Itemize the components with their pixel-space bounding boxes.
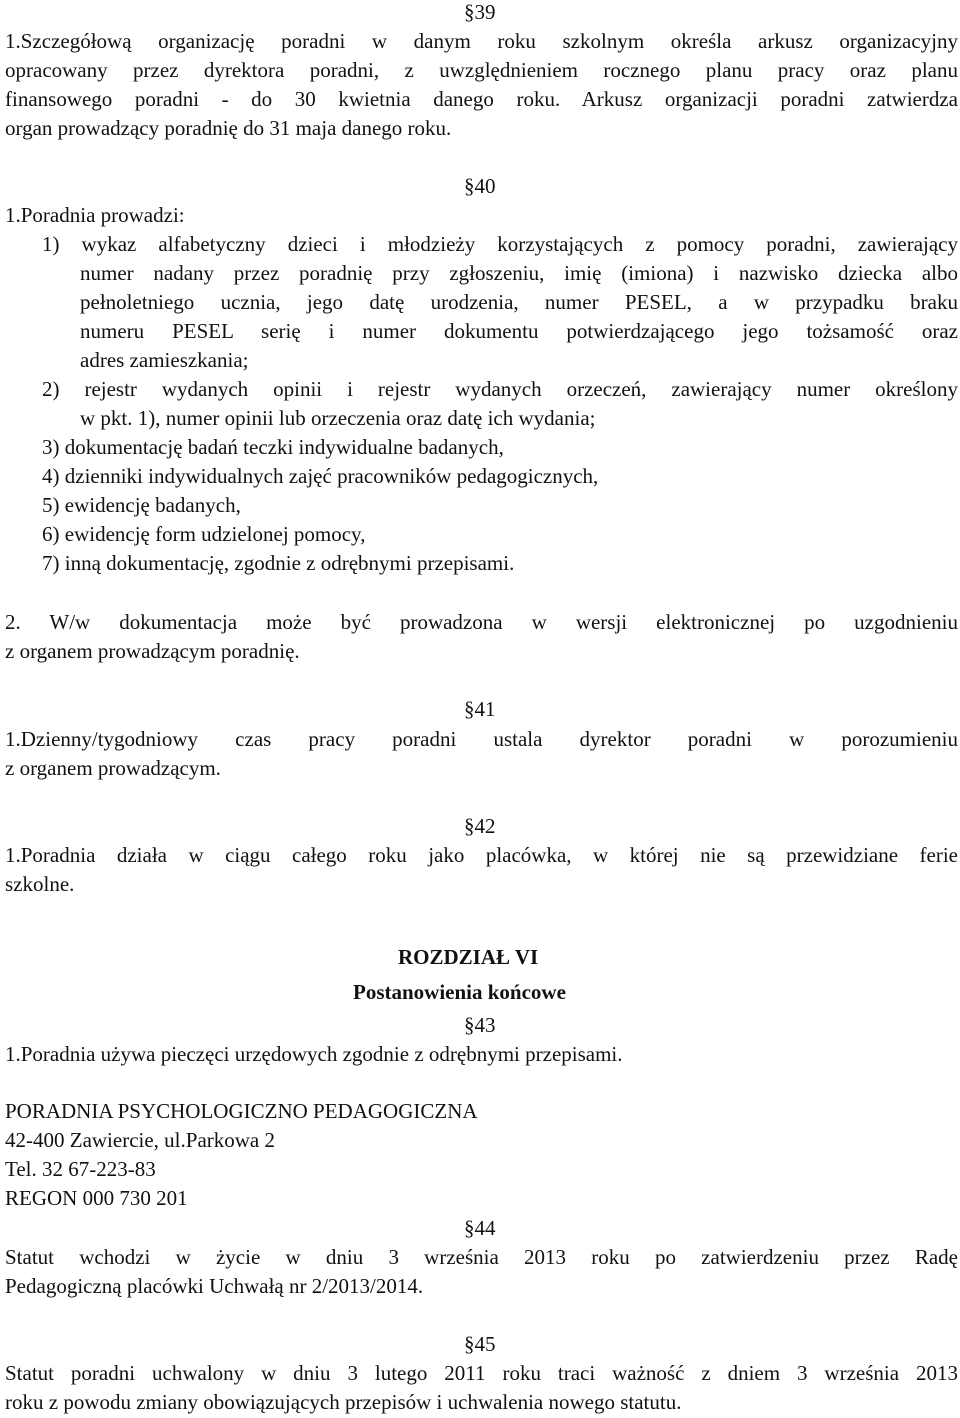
s43-text: 1.Poradnia używa pieczęci urzędowych zgodnie z odrębnymi przepisami. [5,1042,623,1066]
stamp-regon: REGON 000 730 201 [5,1186,188,1210]
s40-item1-line: pełnoletniego ucznia, jego datę urodzenia, numer PESEL, a w przypadku braku [80,290,958,314]
s40-item-3: 3) dokumentację badań teczki indywidualne badanych, [42,435,504,459]
s40-item1-line: 1) wykaz alfabetyczny dzieci i młodzieży korzystających z pomocy poradni, zawierający [42,232,958,256]
s40-intro: 1.Poradnia prowadzi: [5,203,185,227]
s40-item-6: 6) ewidencję form udzielonej pomocy, [42,522,366,546]
s40-item2-line: 2) rejestr wydanych opinii i rejestr wydanych orzeczeń, zawierający numer określony [42,377,958,401]
stamp-phone: Tel. 32 67-223-83 [5,1157,156,1181]
stamp-name: PORADNIA PSYCHOLOGICZNO PEDAGOGICZNA [5,1099,478,1123]
section-41-heading: §41 [464,697,496,721]
s44-line: Statut wchodzi w życie w dniu 3 września 2013 roku po zatwierdzeniu przez Radę [5,1245,958,1269]
section-44-heading: §44 [464,1216,496,1240]
s42-line: szkolne. [5,872,75,896]
s40-item-5: 5) ewidencję badanych, [42,493,241,517]
s39-line: opracowany przez dyrektora poradni, z uwzględnieniem rocznego planu pracy oraz planu [5,58,958,82]
section-43-heading: §43 [464,1013,496,1037]
section-45-heading: §45 [464,1332,496,1356]
section-42-heading: §42 [464,814,496,838]
s40-item1-line: adres zamieszkania; [80,348,249,372]
s41-line: 1.Dzienny/tygodniowy czas pracy poradni ustala dyrektor poradni w porozumieniu [5,727,958,751]
stamp-address: 42-400 Zawiercie, ul.Parkowa 2 [5,1128,275,1152]
s39-line: 1.Szczegółową organizację poradni w danym roku szkolnym określa arkusz organizacyjny [5,29,958,53]
s39-line: organ prowadzący poradnię do 31 maja danego roku. [5,116,452,140]
s39-line: finansowego poradni - do 30 kwietnia danego roku. Arkusz organizacji poradni zatwierdza [5,87,958,111]
s42-line: 1.Poradnia działa w ciągu całego roku jako placówka, w której nie są przewidziane ferie [5,843,958,867]
section-39-heading: §39 [464,0,496,24]
section-40-heading: §40 [464,174,496,198]
s41-line: z organem prowadzącym. [5,756,221,780]
s40-item1-line: numer nadany przez poradnię przy zgłoszeniu, imię (imiona) i nazwisko dziecka albo [80,261,958,285]
s45-line: Statut poradni uchwalony w dniu 3 lutego 2011 roku traci ważność z dniem 3 września 2013 [5,1361,958,1385]
s45-line: roku z powodu zmiany obowiązujących przepisów i uchwalenia nowego statutu. [5,1390,682,1414]
s40-item-4: 4) dzienniki indywidualnych zajęć pracowników pedagogicznych, [42,464,599,488]
s40-item2-line: w pkt. 1), numer opinii lub orzeczenia oraz datę ich wydania; [80,406,596,430]
chapter-subtitle: Postanowienia końcowe [353,980,566,1004]
s40-point2-line: z organem prowadzącym poradnię. [5,639,300,663]
s44-line: Pedagogiczną placówki Uchwałą nr 2/2013/2014. [5,1274,424,1298]
s40-item1-line: numeru PESEL serię i numer dokumentu potwierdzającego jego tożsamość oraz [80,319,958,343]
s40-point2-line: 2. W/w dokumentacja może być prowadzona w wersji elektronicznej po uzgodnieniu [5,610,958,634]
s40-item-7: 7) inną dokumentację, zgodnie z odrębnymi przepisami. [42,551,515,575]
chapter-title: ROZDZIAŁ VI [398,945,539,969]
